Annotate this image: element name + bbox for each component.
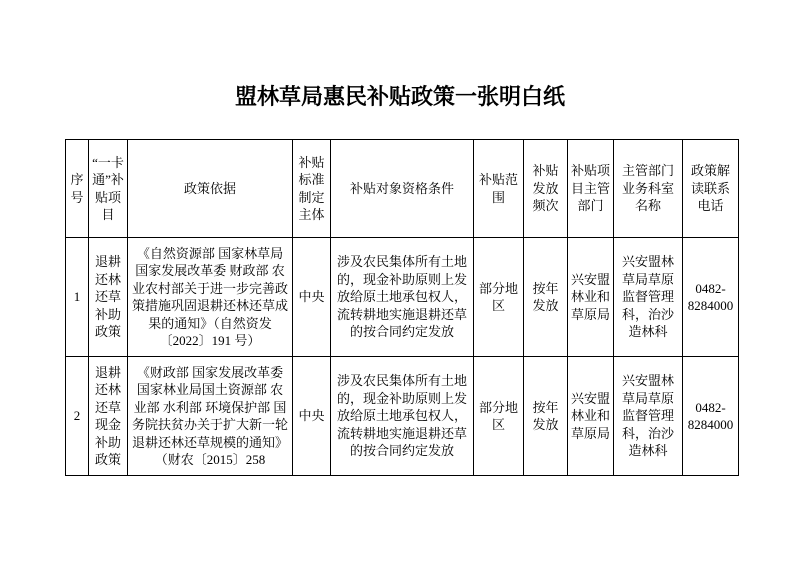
header-office: 主管部门业务科室名称	[614, 140, 683, 238]
cell-frequency: 按年发放	[524, 238, 568, 357]
cell-phone: 0482-8284000	[683, 238, 739, 357]
cell-subsidy-item: 退耕还林还草现金补助政策	[89, 357, 128, 476]
cell-scope: 部分地区	[474, 357, 524, 476]
cell-standard-setter: 中央	[293, 238, 331, 357]
cell-frequency: 按年发放	[524, 357, 568, 476]
header-standard-setter: 补贴标准制定主体	[293, 140, 331, 238]
cell-scope: 部分地区	[474, 238, 524, 357]
cell-phone: 0482-8284000	[683, 357, 739, 476]
header-department: 补贴项目主管部门	[568, 140, 614, 238]
cell-policy-basis: 《财政部 国家发展改革委 国家林业局国土资源部 农业部 水利部 环境保护部 国务院扶贫办关于扩大新一轮退耕还林还草规模的通知》（财农〔2015〕258	[128, 357, 293, 476]
cell-seq: 2	[66, 357, 89, 476]
header-scope: 补贴范围	[474, 140, 524, 238]
header-frequency: 补贴发放频次	[524, 140, 568, 238]
page-title: 盟林草局惠民补贴政策一张明白纸	[234, 84, 565, 109]
header-seq: 序号	[66, 140, 89, 238]
cell-office: 兴安盟林草局草原监督管理科，治沙造林科	[614, 238, 683, 357]
table-header-row	[66, 140, 739, 238]
table-row-2	[66, 357, 739, 476]
cell-policy-basis: 《自然资源部 国家林草局 国家发展改革委 财政部 农业农村部关于进一步完善政策措施巩固退耕还林还草成果的通知》（自然资发〔2022〕191 号）	[128, 238, 293, 357]
cell-office: 兴安盟林草局草原监督管理科，治沙造林科	[614, 357, 683, 476]
cell-eligibility: 涉及农民集体所有土地的，现金补助原则上发放给原土地承包权人，流转耕地实施退耕还草的按合同约定发放	[331, 238, 474, 357]
header-card-subsidy-item: “一卡通”补贴项目	[89, 140, 128, 238]
header-policy-basis: 政策依据	[128, 140, 293, 238]
cell-subsidy-item: 退耕还林还草补助政策	[89, 238, 128, 357]
cell-eligibility: 涉及农民集体所有土地的，现金补助原则上发放给原土地承包权人，流转耕地实施退耕还草的按合同约定发放	[331, 357, 474, 476]
cell-department: 兴安盟林业和草原局	[568, 357, 614, 476]
subsidy-policy-table	[65, 139, 739, 476]
header-eligibility: 补贴对象资格条件	[331, 140, 474, 238]
cell-standard-setter: 中央	[293, 357, 331, 476]
header-phone: 政策解读联系电话	[683, 140, 739, 238]
table-row-1	[66, 238, 739, 357]
cell-seq: 1	[66, 238, 89, 357]
cell-department: 兴安盟林业和草原局	[568, 238, 614, 357]
